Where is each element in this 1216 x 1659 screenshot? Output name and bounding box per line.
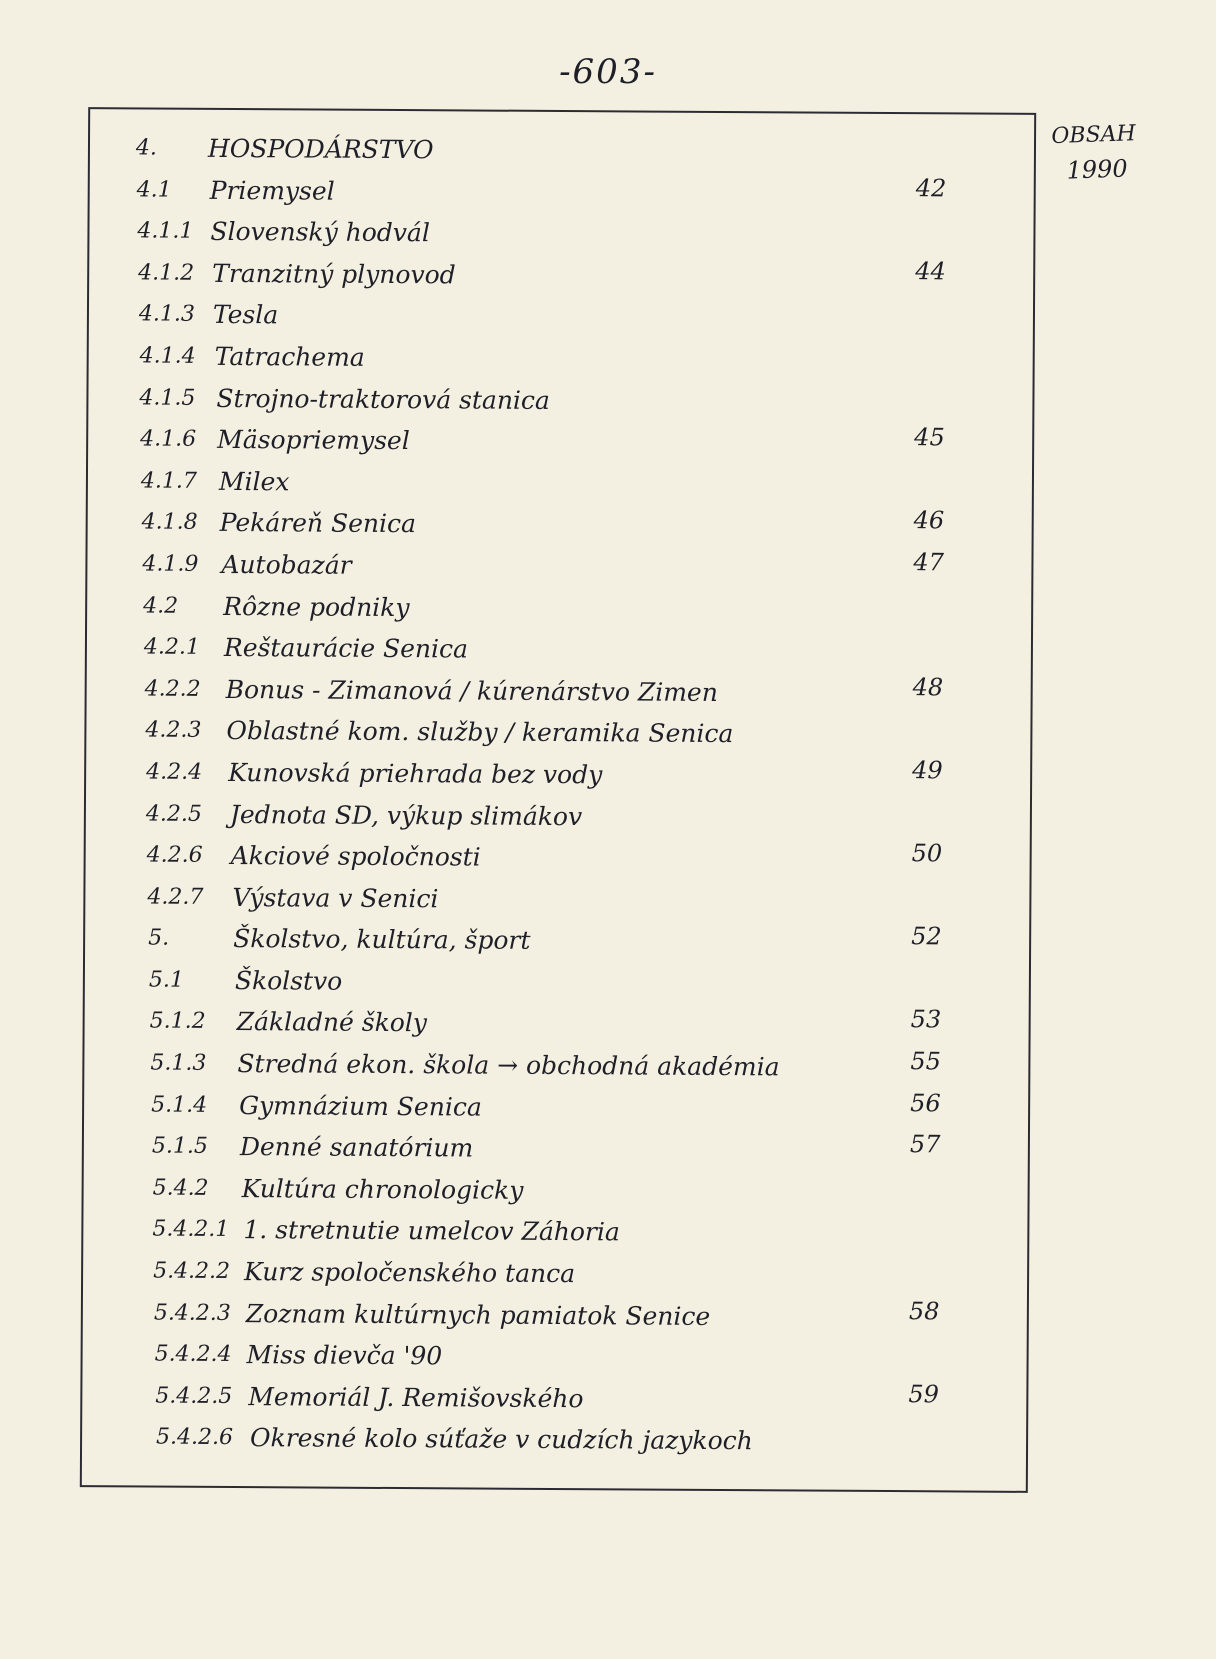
toc-entry-number: 4.1.1 <box>137 218 194 244</box>
toc-entry <box>89 296 1033 343</box>
side-note <box>1051 116 1173 188</box>
toc-entry <box>82 1377 1026 1424</box>
toc-entry-number: 4.1.5 <box>139 384 196 411</box>
toc-entry <box>86 711 1030 758</box>
toc-entry-page: 46 <box>913 506 945 535</box>
toc-entry-title: Základné školy <box>236 1007 428 1038</box>
toc-entry-page: 53 <box>910 1005 942 1034</box>
toc-entry <box>90 171 1034 218</box>
toc-entry-number: 4.2 <box>143 592 179 619</box>
toc-entry-title: Tranzitný plynovod <box>212 258 456 290</box>
toc-entry-number: 5.1 <box>148 967 184 993</box>
toc-entry-title: Autobazár <box>221 549 352 580</box>
toc-entry-title: HOSPODÁRSTVO <box>207 133 434 165</box>
toc-entry-page: 59 <box>908 1379 940 1409</box>
toc-entry <box>87 545 1031 592</box>
toc-entry <box>83 1169 1027 1216</box>
toc-entry-number: 5. <box>148 925 170 951</box>
toc-entry <box>89 212 1033 259</box>
side-note-label: OBSAH <box>1050 121 1137 150</box>
toc-list <box>82 129 1034 1466</box>
toc-entry-page: 52 <box>911 922 942 951</box>
toc-entry <box>89 254 1033 301</box>
toc-entry-page: 47 <box>913 548 945 577</box>
toc-entry-number: 5.1.5 <box>151 1133 208 1160</box>
toc-entry-page: 58 <box>908 1296 940 1325</box>
toc-entry <box>87 587 1031 634</box>
toc-entry-number: 4.2.6 <box>146 842 203 868</box>
toc-entry-number: 4.1.6 <box>140 426 197 452</box>
toc-entry-number: 5.1.2 <box>149 1008 206 1035</box>
toc-entry-number: 4.2.2 <box>144 676 201 702</box>
toc-entry <box>83 1252 1027 1299</box>
toc-entry-number: 5.1.3 <box>150 1050 207 1076</box>
toc-entry-number: 4.2.4 <box>146 759 203 785</box>
toc-entry-title: Školstvo <box>234 965 343 996</box>
toc-entry <box>84 1127 1028 1174</box>
toc-entry-page: 50 <box>911 839 943 868</box>
toc-entry-title: Výstava v Senici <box>232 882 439 913</box>
toc-entry-title: Denné sanatórium <box>239 1132 474 1163</box>
toc-entry <box>85 919 1029 966</box>
toc-entry-number: 4.1.7 <box>140 468 198 494</box>
toc-entry-title: Kurz spoločenského tanca <box>244 1257 576 1289</box>
toc-entry-number: 5.4.2.5 <box>155 1383 233 1409</box>
toc-entry-page: 49 <box>912 756 943 785</box>
toc-entry-title: Bonus - Zimanová / kúrenárstvo Zimen <box>225 674 718 707</box>
toc-entry-number: 5.4.2 <box>152 1175 209 1201</box>
toc-entry-number: 5.1.4 <box>151 1092 208 1118</box>
toc-entry-number: 4.1.3 <box>138 301 196 328</box>
toc-entry-title: Miss dievča '90 <box>246 1340 443 1371</box>
toc-entry <box>87 670 1031 717</box>
toc-entry-number: 4.2.3 <box>145 717 202 744</box>
table-of-contents <box>80 107 1036 1493</box>
toc-entry <box>88 379 1032 426</box>
toc-entry-page: 56 <box>910 1088 941 1117</box>
toc-entry-title: Kunovská priehrada bez vody <box>228 757 603 790</box>
toc-entry-number: 4.1 <box>136 177 172 203</box>
toc-entry-title: Jednota SD, výkup slimákov <box>229 799 583 831</box>
toc-entry-title: Slovenský hodvál <box>210 217 430 248</box>
page-number: -603- <box>559 52 657 92</box>
toc-entry <box>85 878 1029 925</box>
toc-entry-title: Priemysel <box>209 175 335 206</box>
toc-entry-page: 42 <box>915 173 947 202</box>
toc-entry-title: Gymnázium Senica <box>239 1090 482 1122</box>
toc-entry-title: Memoriál J. Remišovského <box>248 1381 584 1413</box>
toc-entry-title: Tatrachema <box>214 341 365 372</box>
toc-entry-title: Stredná ekon. škola → obchodná akadémia <box>237 1049 780 1082</box>
toc-entry-number: 4.1.8 <box>141 509 198 536</box>
toc-entry-number: 4.2.1 <box>143 634 200 660</box>
toc-entry <box>84 1003 1028 1050</box>
toc-entry <box>83 1211 1027 1258</box>
toc-entry <box>82 1335 1026 1382</box>
toc-entry-number: 5.4.2.1 <box>152 1216 230 1243</box>
toc-entry <box>84 1086 1028 1133</box>
toc-entry-title: Tesla <box>212 300 279 330</box>
toc-entry-page: 44 <box>915 256 946 286</box>
toc-entry-number: 4.1.2 <box>138 260 195 286</box>
toc-entry-number: 5.4.2.6 <box>156 1424 234 1451</box>
toc-entry-title: Zoznam kultúrnych pamiatok Senice <box>245 1298 711 1331</box>
toc-entry-title: Kultúra chronologicky <box>241 1173 524 1205</box>
toc-entry-number: 4.1.4 <box>139 343 196 369</box>
toc-entry <box>90 129 1034 176</box>
toc-entry <box>86 753 1030 800</box>
toc-entry-number: 5.4.2.3 <box>153 1300 231 1326</box>
toc-entry <box>88 503 1032 550</box>
toc-entry <box>88 420 1032 467</box>
toc-entry-number: 4.2.7 <box>147 884 204 910</box>
toc-entry-page: 45 <box>914 423 945 452</box>
toc-entry-title: Strojno-traktorová stanica <box>216 383 550 415</box>
toc-entry <box>86 795 1030 842</box>
toc-entry-title: Reštaurácie Senica <box>223 633 469 664</box>
toc-entry <box>89 337 1033 384</box>
toc-entry-title: Školstvo, kultúra, šport <box>233 924 531 956</box>
toc-entry-page: 57 <box>909 1130 941 1159</box>
toc-entry <box>83 1294 1027 1341</box>
toc-entry-number: 5.4.2.2 <box>153 1258 231 1285</box>
toc-entry-title: 1. stretnutie umelcov Záhoria <box>243 1215 620 1247</box>
toc-entry-title: Okresné kolo súťaže v cudzích jazykoch <box>250 1423 753 1456</box>
toc-entry <box>84 1044 1028 1091</box>
toc-entry-title: Milex <box>218 466 290 497</box>
toc-entry-page: 48 <box>912 672 944 702</box>
toc-entry-title: Mäsopriemysel <box>217 425 410 456</box>
toc-entry <box>86 836 1030 883</box>
toc-entry <box>88 462 1032 509</box>
toc-entry-title: Rôzne podniky <box>223 591 410 622</box>
toc-entry-number: 4.1.9 <box>142 551 199 577</box>
toc-entry-number: 4.2.5 <box>145 800 202 827</box>
toc-entry <box>82 1419 1026 1466</box>
toc-entry-title: Pekáreň Senica <box>219 508 417 539</box>
toc-entry-title: Oblastné kom. služby / keramika Senica <box>226 716 734 749</box>
side-note-year: 1990 <box>1066 154 1129 185</box>
toc-entry-number: 5.4.2.4 <box>154 1341 232 1368</box>
toc-entry <box>85 961 1029 1008</box>
toc-entry-number: 4. <box>135 135 158 161</box>
toc-entry-page: 55 <box>910 1047 942 1076</box>
toc-entry <box>87 628 1031 675</box>
toc-entry-title: Akciové spoločnosti <box>230 841 481 872</box>
